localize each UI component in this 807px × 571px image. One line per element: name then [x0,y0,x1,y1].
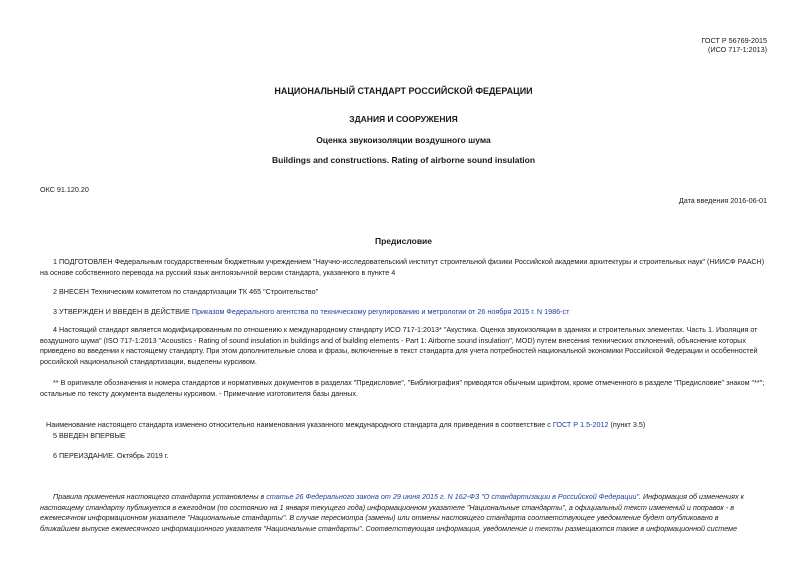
paragraph-line: приведено во введении к настоящему стандарту. При этом дополнительные слова и фразы, включенные в текст стандарта для учета потребностей национальной экономики Российской Федерации и особенностей [40,346,758,355]
paragraph-text: Наименование настоящего стандарта изменено относительно наименования указанного международного стандарта для приведения в соответствие с [46,420,553,429]
paragraph-text: Правила применения настоящего стандарта установлены в [53,492,267,501]
paragraph-line [40,492,770,503]
application-rules [40,492,770,534]
paragraph-3 [53,307,770,318]
paragraph-6 [53,451,770,462]
federal-law-link[interactable]: статье 26 Федерального закона от 29 июня 2015 г. N 162-ФЗ "О стандартизации в Российской Федерации" [266,492,640,501]
paragraph-line: 4 Настоящий стандарт является модифицированным по отношению к международному стандарту ИСО 717-1:2013* "Акустика. Оценка звукоизоляции в зданиях и строительных элементах. Часть 1. Изоляция от [53,325,758,334]
paragraph-line: российской национальной стандартизации, выделены курсивом. [40,356,257,366]
paragraph-1 [40,257,770,278]
gost-link[interactable]: ГОСТ Р 1.5-2012 [552,420,609,429]
oks-code: ОКС 91.120.20 [40,185,89,194]
paragraph-5 [53,431,770,442]
document-title-en: Buildings and constructions. Rating of airborne sound insulation [271,155,536,165]
paragraph-line: на основе собственного перевода на русский язык англоязычной версии стандарта, указанного в пункте 4 [40,267,396,277]
paragraph-text: 3 УТВЕРЖДЕН И ВВЕДЕН В ДЕЙСТВИЕ [53,307,192,316]
paragraph-line [53,307,770,318]
iso-reference: (ИСО 717-1:2013) [708,45,767,54]
paragraph-text: (пункт 3.5) [608,420,646,429]
national-standard-title: НАЦИОНАЛЬНЫЙ СТАНДАРТ РОССИЙСКОЙ ФЕДЕРАЦИИ [274,86,533,96]
paragraph-line: 1 ПОДГОТОВЛЕН Федеральным государственным бюджетным учреждением "Научно-исследовательский институт строительной физики Российской академии архитектуры и строительных наук" (НИИСФ РААСН) [53,257,765,266]
paragraph-line: ближайшем выпуске ежемесячного информационного указателя "Национальные стандарты". Соответствующая информация, уведомление и тексты размещаются также в информационной системе [40,523,738,533]
paragraph-line: воздушного шума" (ISO 717-1:2013 "Acoustics - Rating of sound insulation in buildings and of building elements - Part 1: Airborne sound insulation", MOD) путем внесения технических отклонений, объяснение которых [40,335,746,345]
introduction-date: Дата введения 2016-06-01 [678,196,767,205]
paragraph-line: остальные по тексту документа выделены курсивом. - Примечание изготовителя базы данных. [40,388,358,398]
paragraph-4 [40,325,770,367]
order-link[interactable]: Приказом Федерального агентства по техническому регулированию и метрологии от 26 ноября 2015 г. N 1986-ст [191,307,570,316]
database-note [40,378,770,399]
paragraph-text: . Информация об изменениях к [639,492,744,501]
foreword-heading: Предисловие [374,236,433,246]
document-subject: ЗДАНИЯ И СООРУЖЕНИЯ [349,114,458,124]
paragraph-line [46,420,770,431]
paragraph-line: ежемесячном информационном указателе "Национальные стандарты". В случае пересмотра (замены) или отмены настоящего стандарта соответствующее уведомление будет опубликовано в [40,513,719,522]
paragraph-2 [53,287,770,298]
standard-code: ГОСТ Р 56769-2015 [701,36,767,45]
paragraph-line: настоящему стандарту публикуется в ежегодном (по состоянию на 1 января текущего года) информационном указателе "Национальные стандарты", а официальный текст изменений и поправок - в [40,502,734,512]
document-title-ru: Оценка звукоизоляции воздушного шума [316,135,491,145]
paragraph-line: 5 ВВЕДЕН ВПЕРВЫЕ [53,431,126,440]
paragraph-line: 2 ВНЕСЕН Техническим комитетом по стандартизации ТК 465 "Строительство" [53,287,319,296]
paragraph-line: ** В оригинале обозначения и номера стандартов и нормативных документов в разделах "Предисловие", "Библиография" приводятся обычным шрифтом, кроме отмеченного в разделе "Предисловие" знаком "**"; [53,378,765,387]
name-change-note [46,420,770,431]
paragraph-line: 6 ПЕРЕИЗДАНИЕ. Октябрь 2019 г. [53,451,169,460]
